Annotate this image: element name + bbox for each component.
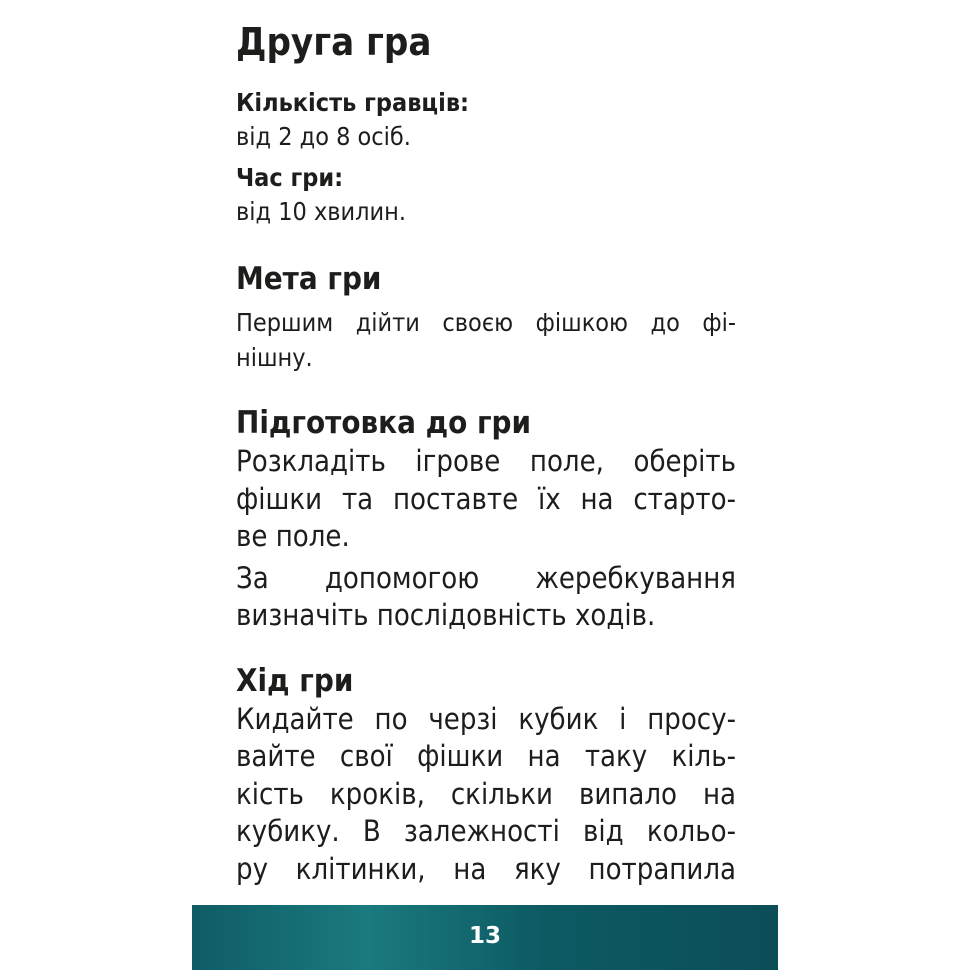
preparation-line: Розкладіть ігрове поле, оберіть [236, 444, 736, 478]
time-value: від 10 хвилин. [236, 197, 406, 226]
players-value: від 2 до 8 осіб. [236, 122, 411, 151]
page-title: Друга гра [236, 20, 432, 64]
preparation-line: визначіть послідовність ходів. [236, 598, 656, 632]
page-footer [192, 905, 778, 970]
gameplay-line: Кидайте по черзі кубик і просу- [236, 701, 736, 736]
goal-line: Першим дійти своєю фішкою до фі- [236, 308, 736, 337]
gameplay-line: ру клітинки, на яку потрапила [236, 851, 736, 886]
preparation-paragraph-2 [236, 560, 736, 635]
gameplay-line: кість кроків, скільки випало на [236, 776, 736, 811]
preparation-line: За допомогою жеребкування [236, 560, 736, 595]
gameplay-heading: Хід гри [236, 662, 354, 699]
preparation-paragraph-1 [236, 443, 736, 556]
players-label: Кількість гравців: [236, 88, 470, 117]
gameplay-line: кубику. В залежності від кольо- [236, 814, 736, 848]
preparation-line: фішки та поставте їх на старто- [236, 481, 736, 516]
goal-heading: Мета гри [236, 261, 382, 297]
time-label: Час гри: [236, 163, 344, 192]
gameplay-text [236, 701, 736, 889]
preparation-heading: Підготовка до гри [236, 405, 532, 441]
preparation-line: ве поле. [236, 519, 350, 553]
goal-text [236, 305, 736, 375]
page-number: 13 [468, 923, 501, 949]
page-content [236, 18, 736, 888]
gameplay-line: вайте свої фішки на таку кіль- [236, 739, 736, 773]
goal-line: нішну. [236, 343, 313, 372]
